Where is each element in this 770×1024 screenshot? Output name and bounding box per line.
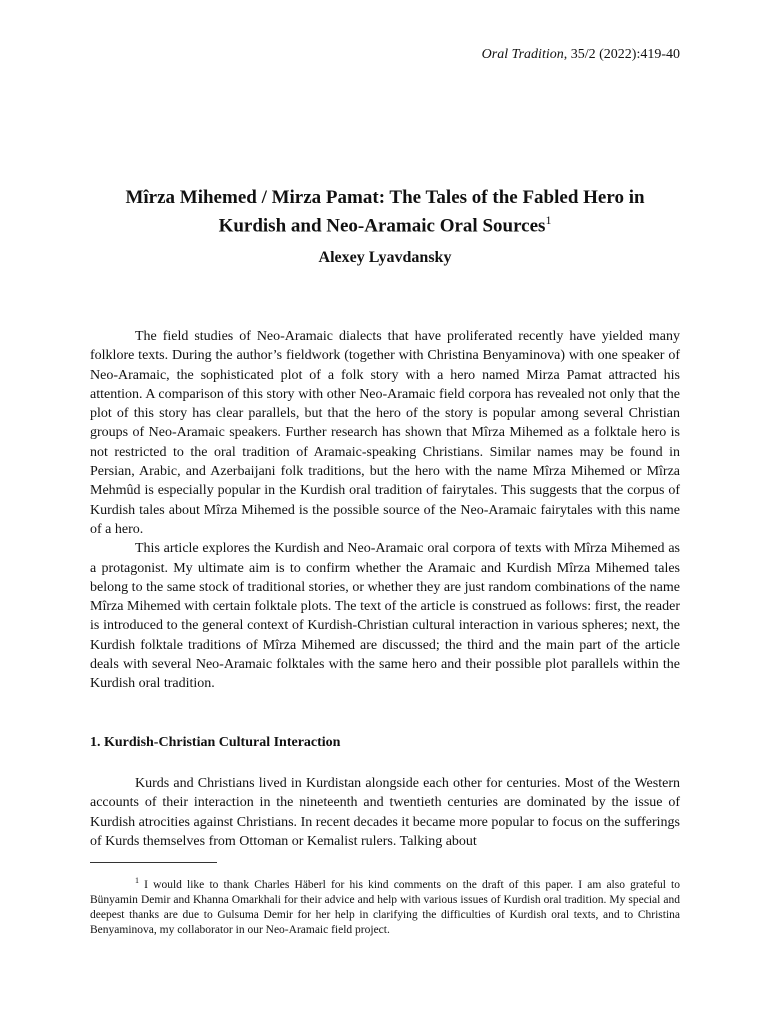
abstract-paragraph-1: The field studies of Neo-Aramaic dialects that have proliferated recently have yielded many folklore texts. During the author’s fieldwork (together with Christina Benyaminova) with one speaker of Neo-Aramaic, the sophisticated plot of a folk story with a hero named Mirza Pamat attracted his attention. A comparison of this story with other Neo-Aramaic field corpora has revealed not only that the plot of this story has clear parallels, but that the hero of the story is popular among several Christian groups of Neo-Aramaic speakers. Further research has shown that Mîrza Mihemed as a folktale hero is not restricted to the oral tradition of Aramaic-speaking Christians. Similar names may be found in Persian, Arabic, and Azerbaijani folk traditions, but the hero with the name Mîrza Mihemed or Mîrza Mehmûd is especially popular in the Kurdish oral tradition of fairytales. This suggests that the corpus of Kurdish tales about Mîrza Mihemed is the possible source of the Neo-Aramaic fairytales with this name of a hero. [90, 329, 680, 537]
footnote-mark: 1 [135, 876, 139, 885]
journal-citation: , 35/2 (2022):419-40 [563, 47, 680, 62]
article-title [90, 187, 680, 237]
footnote-divider [90, 862, 217, 863]
title-line-1: Mîrza Mihemed / Mirza Pamat: The Tales of the Fabled Hero in [125, 187, 645, 208]
abstract-paragraph-2: This article explores the Kurdish and Neo-Aramaic oral corpora of texts with Mîrza Mihemed as a protagonist. My ultimate aim is to confirm whether the Aramaic and Kurdish Mîrza Mihemed tales belong to the same stock of traditional stories, or whether they are just random combinations of the name Mîrza Mihemed with certain folktale plots. The text of the article is construed as follows: first, the reader is introduced to the general context of Kurdish-Christian cultural interaction in various spheres; next, the Kurdish folktale traditions of Mîrza Mihemed are discussed; the third and the main part of the article deals with several Neo-Aramaic folktales with the same hero and their possible plot parallels within the Kurdish oral tradition. [90, 541, 680, 692]
abstract [90, 327, 680, 694]
section-paragraph-1: Kurds and Christians lived in Kurdistan alongside each other for centuries. Most of the Western accounts of their interaction in the nineteenth and twentieth centuries are dominated by the issue of Kurdish atrocities against Christians. In recent decades it became more popular to focus on the sufferings of Kurds themselves from Ottoman or Kemalist rulers. Talking about [90, 776, 680, 849]
author-name: Alexey Lyavdansky [318, 249, 452, 266]
section-heading: 1. Kurdish-Christian Cultural Interaction [90, 735, 341, 750]
footnote-text: I would like to thank Charles Häberl for his kind comments on the draft of this paper. I am also grateful to Bünyamin Demir and Khanna Omarkhali for their advice and help with various issues of Kurdish oral tradition. My special and deepest thanks are due to Gulsuma Demir for her help in clarifying the difficulties of Kurdish oral texts, and to Christina Benyaminova, my collaborator in our Neo-Aramaic field project. [90, 878, 680, 936]
journal-name: Oral Tradition [481, 47, 564, 62]
section-body [90, 774, 680, 851]
running-header [482, 47, 680, 63]
title-line-2: Kurdish and Neo-Aramaic Oral Sources$^1$ [218, 213, 552, 237]
footnote [90, 873, 680, 938]
title-footnote-mark: 1 [545, 213, 552, 227]
